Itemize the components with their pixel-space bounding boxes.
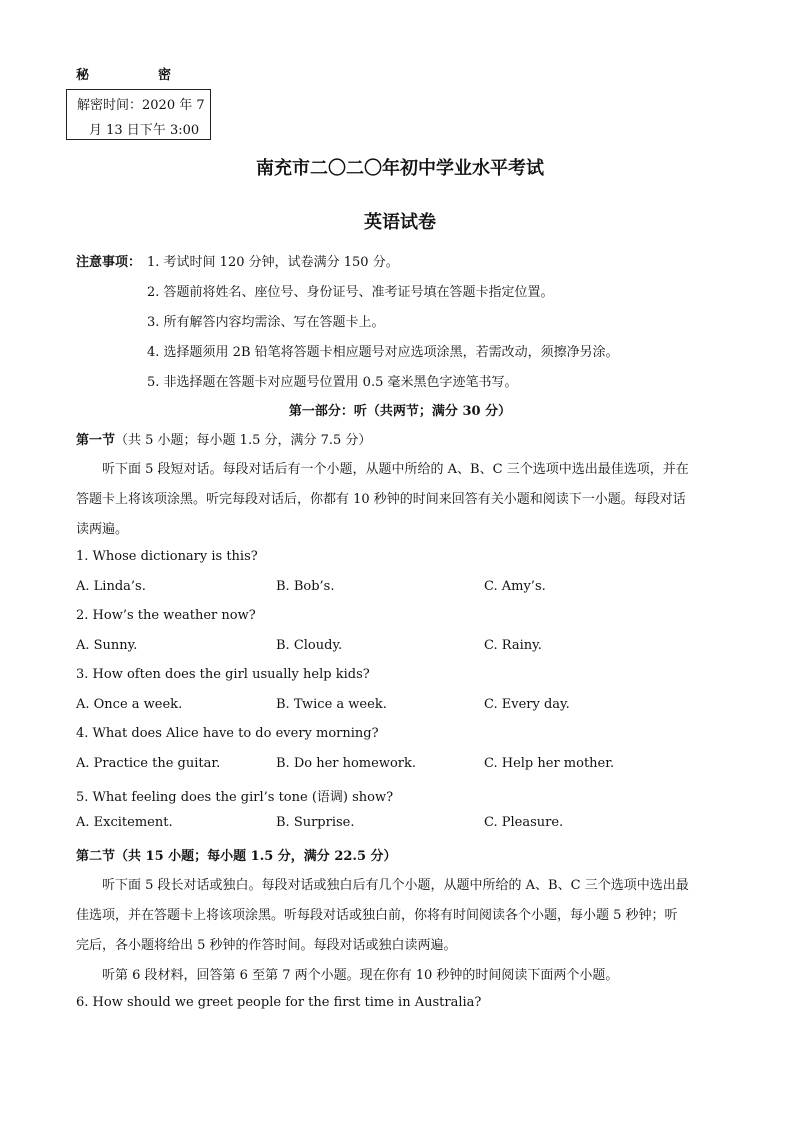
option-c: C. Pleasure. — [484, 815, 564, 830]
option-b: B. Cloudy. — [276, 638, 343, 653]
option-a: A. Excitement. — [76, 815, 173, 830]
section1-instructions-line: 听下面 5 段短对话。每段对话后有一个小题，从题中所给的 A、B、C 三个选项中选出最佳选项，并在 — [102, 462, 689, 477]
section1-heading — [76, 429, 371, 448]
note-item: 3. 所有解答内容均需涂、写在答题卡上。 — [147, 315, 385, 330]
declassify-box — [66, 89, 211, 140]
option-b: B. Bob’s. — [276, 579, 335, 594]
section2-instructions-line: 听下面 5 段长对话或独白。每段对话或独白后有几个小题，从题中所给的 A、B、C 三个选项中选出最 — [102, 878, 689, 893]
option-a: A. Linda’s. — [76, 579, 146, 594]
section2-instructions-line: 完后，各小题将给出 5 秒钟的作答时间。每段对话或独白读两遍。 — [76, 938, 457, 953]
secret-label-2: 密 — [158, 68, 172, 83]
option-c: C. Help her mother. — [484, 756, 615, 771]
section1-heading-bold: 第一节 — [76, 433, 116, 448]
part1-heading: 第一部分：听（共两节；满分 30 分） — [288, 404, 512, 419]
question-text: 2. How’s the weather now? — [76, 608, 256, 623]
question-text: 1. Whose dictionary is this? — [76, 549, 258, 564]
section1-heading-rest: （共 5 小题；每小题 1.5 分，满分 7.5 分） — [115, 433, 372, 448]
question-text: 5. What feeling does the girl’s tone (语调) show? — [76, 790, 394, 805]
exam-subtitle: 英语试卷 — [364, 212, 436, 233]
declassify-line-1: 解密时间：2020 年 7 — [77, 98, 205, 113]
section1-instructions-line: 答题卡上将该项涂黑。听完每段对话后，你都有 10 秒钟的时间来回答有关小题和阅读下一小题。每段对话 — [76, 492, 686, 507]
notes-label: 注意事项： — [76, 255, 142, 270]
option-c: C. Rainy. — [484, 638, 542, 653]
declassify-line-2: 月 13 日下午 3:00 — [89, 123, 200, 138]
material-note: 听第 6 段材料，回答第 6 至第 7 两个小题。现在你有 10 秒钟的时间阅读下面两个小题。 — [102, 968, 619, 983]
question-text: 4. What does Alice have to do every morning? — [76, 726, 379, 741]
option-b: B. Surprise. — [276, 815, 355, 830]
question-text: 6. How should we greet people for the first time in Australia? — [76, 995, 482, 1010]
note-item: 4. 选择题须用 2B 铅笔将答题卡相应题号对应选项涂黑，若需改动，须擦净另涂。 — [147, 345, 619, 360]
note-item: 2. 答题前将姓名、座位号、身份证号、准考证号填在答题卡指定位置。 — [147, 285, 554, 300]
section1-instructions-line: 读两遍。 — [76, 522, 129, 537]
question-text: 3. How often does the girl usually help kids? — [76, 667, 370, 682]
option-b: B. Twice a week. — [276, 697, 387, 712]
section2-heading: 第二节（共 15 小题；每小题 1.5 分，满分 22.5 分） — [76, 849, 397, 864]
note-item: 5. 非选择题在答题卡对应题号位置用 0.5 毫米黑色字迹笔书写。 — [147, 375, 518, 390]
note-item: 1. 考试时间 120 分钟，试卷满分 150 分。 — [147, 255, 399, 270]
option-c: C. Every day. — [484, 697, 570, 712]
exam-title: 南充市二〇二〇年初中学业水平考试 — [256, 158, 544, 179]
option-c: C. Amy’s. — [484, 579, 546, 594]
option-a: A. Once a week. — [76, 697, 183, 712]
secret-mark — [76, 64, 172, 83]
section2-instructions-line: 佳选项，并在答题卡上将该项涂黑。听每段对话或独白前，你将有时间阅读各个小题，每小题 5 秒钟；听 — [76, 908, 678, 923]
secret-label-1: 秘 — [76, 68, 90, 83]
option-a: A. Practice the guitar. — [76, 756, 221, 771]
option-a: A. Sunny. — [76, 638, 138, 653]
option-b: B. Do her homework. — [276, 756, 417, 771]
